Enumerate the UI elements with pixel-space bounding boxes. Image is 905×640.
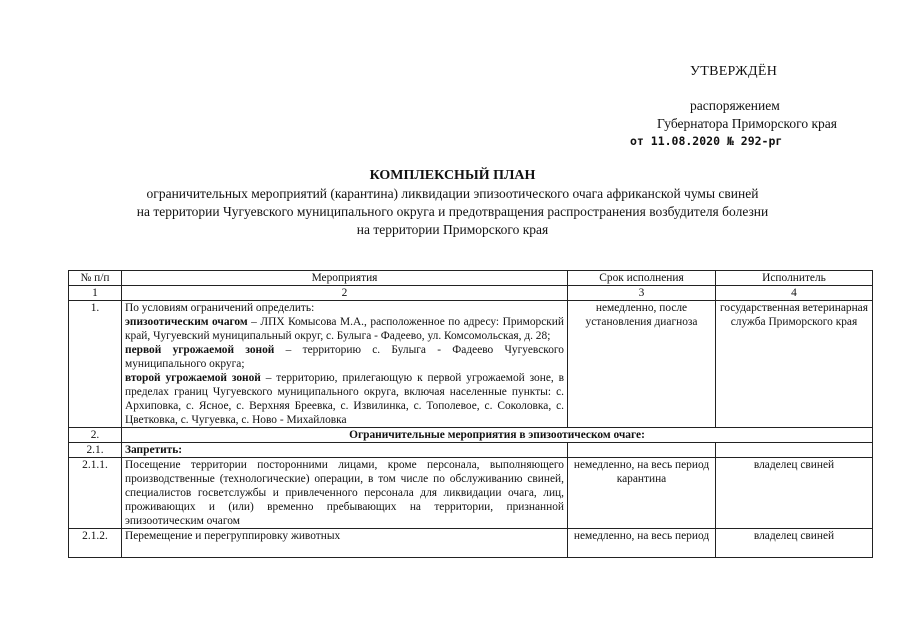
plan-subtitle-line1: ограничительных мероприятий (карантина) ликвидации эпизоотического очага африканской чумы свиней [146, 186, 759, 201]
row-number: 2.1.2. [69, 529, 122, 558]
row-activity [122, 301, 568, 428]
section-heading: Ограничительные мероприятия в эпизоотическом очаге: [122, 428, 873, 443]
row-term-text: немедленно, на весь период [573, 530, 710, 542]
row-term: немедленно, после установления диагноза [568, 301, 716, 428]
plan-table [68, 270, 873, 558]
zone2-text: – территорию, прилегающую к первой угрожаемой зоне, в пределах границ Чугуевского муниципального округа, включая населенные пункты: с. Архиповка, с. Ясное, с. Верхняя Бреевка, с. Извилинка, с. Тополевое, с. Соколовка, с. Цветковка, с. Чугуевка, с. Ново - Михайловка [125, 372, 564, 426]
col-number-3: 3 [568, 286, 716, 301]
row-activity: Посещение территории посторонними лицами, кроме персонала, выполняющего производственные (технологические) операции, в том числе по обслуживанию свиней, специалистов госветслужбы и привлеченного персонала для ликвидации очага, лиц, проживающих и (или) временно пребывающих на территории, признанной эпизоотическим очагом [122, 458, 568, 529]
col-number-4: 4 [716, 286, 873, 301]
col-number-2: 2 [122, 286, 568, 301]
table-row [69, 458, 873, 529]
column-number-row [69, 286, 873, 301]
row-executor: государственная ветеринарная служба Приморского края [716, 301, 873, 428]
header-term: Срок исполнения [568, 271, 716, 286]
table-row [69, 529, 873, 558]
activity-intro: По условиям ограничений определить: [125, 302, 315, 314]
table-header-row [69, 271, 873, 286]
row-executor: владелец свиней [716, 458, 873, 529]
row-number: 2. [69, 428, 122, 443]
row-term [568, 529, 716, 558]
approval-by: распоряжением [690, 98, 780, 113]
approval-authority: Губернатора Приморского края [657, 116, 837, 131]
plan-title: КОМПЛЕКСНЫЙ ПЛАН [369, 168, 536, 183]
header-executor: Исполнитель [716, 271, 873, 286]
zone2-label: второй угрожаемой зоной [125, 372, 261, 384]
header-activities: Мероприятия [122, 271, 568, 286]
row-number: 1. [69, 301, 122, 428]
header-num: № п/п [69, 271, 122, 286]
approval-title: УТВЕРЖДЁН [690, 64, 778, 79]
focus-label: эпизоотическим очагом [125, 316, 248, 328]
plan-subtitle-line3: на территории Приморского края [356, 222, 549, 237]
approval-date-number: от 11.08.2020 № 292-рг [630, 134, 783, 148]
row-executor: владелец свиней [716, 529, 873, 558]
focus-text: – ЛПХ Комысова М.А., расположенное по адресу: Приморский край, Чугуевский муниципальный округ, с. Булыга - Фадеево, ул. Комсомольская, д. 28; [125, 316, 564, 342]
table-row [69, 301, 873, 428]
row-activity: Перемещение и перегруппировку животных [122, 529, 568, 558]
row-number: 2.1. [69, 443, 122, 458]
zone1-text: – территорию с. Булыга - Фадеево Чугуевского муниципального округа; [125, 344, 565, 370]
plan-subtitle-line2: на территории Чугуевского муниципального округа и предотвращения распространения возбудителя болезни [136, 204, 769, 219]
row-term: немедленно, на весь период карантина [568, 458, 716, 529]
col-number-1: 1 [69, 286, 122, 301]
table-row [69, 443, 873, 458]
row-term [568, 443, 716, 458]
row-executor [716, 443, 873, 458]
row-activity: Запретить: [122, 443, 568, 458]
row-number: 2.1.1. [69, 458, 122, 529]
zone1-label: первой угрожаемой зоной [125, 344, 275, 356]
table-row [69, 428, 873, 443]
